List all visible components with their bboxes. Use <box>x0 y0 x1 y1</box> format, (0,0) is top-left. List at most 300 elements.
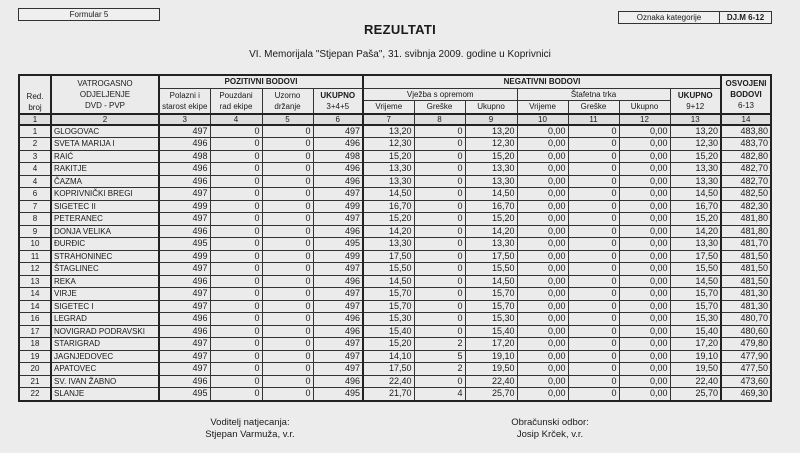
cell-relay-errors: 0 <box>568 350 619 363</box>
cell-unit-name: GLOGOVAC <box>51 125 159 138</box>
header-relay: Štafetna trka <box>517 88 670 101</box>
cell-exercise-total: 15,70 <box>465 300 517 313</box>
cell-conduct: 0 <box>262 200 313 213</box>
cell-conduct: 0 <box>262 300 313 313</box>
cell-exercise-time: 15,70 <box>363 300 414 313</box>
cell-exercise-errors: 0 <box>414 138 465 151</box>
table-row <box>19 200 771 213</box>
table-row <box>19 238 771 251</box>
header-relay-total: Ukupno <box>619 101 670 114</box>
header-rank-line1: Red. <box>26 91 44 101</box>
header-exercise-total: Ukupno <box>465 101 517 114</box>
table-header <box>19 75 771 125</box>
signature-scoring-committee <box>485 417 615 441</box>
cell-relay-time: 0,00 <box>517 175 568 188</box>
header-unit <box>51 75 159 114</box>
column-number: 10 <box>517 114 568 125</box>
cell-positive-total: 497 <box>313 213 363 226</box>
cell-relay-total: 0,00 <box>619 163 670 176</box>
cell-rank: 17 <box>19 325 51 338</box>
cell-unit-name: STARIGRAD <box>51 338 159 351</box>
column-number: 5 <box>262 114 313 125</box>
cell-start-age: 496 <box>159 313 210 326</box>
cell-earned-points: 480,60 <box>721 325 771 338</box>
cell-rank: 21 <box>19 375 51 388</box>
table-row <box>19 175 771 188</box>
cell-negative-total: 17,20 <box>670 338 721 351</box>
cell-positive-total: 497 <box>313 125 363 138</box>
cell-positive-total: 497 <box>313 288 363 301</box>
signature-right-role: Obračunski odbor: <box>511 417 589 428</box>
cell-exercise-time: 15,50 <box>363 263 414 276</box>
results-table <box>18 74 772 402</box>
cell-exercise-total: 15,30 <box>465 313 517 326</box>
page-subtitle: VI. Memorijala "Stjepan Paša", 31. svibnja 2009. godine u Koprivnici <box>249 49 551 60</box>
cell-earned-points: 482,50 <box>721 188 771 201</box>
table-row <box>19 375 771 388</box>
cell-reliable-work: 0 <box>210 125 262 138</box>
cell-earned-points: 481,30 <box>721 288 771 301</box>
cell-positive-total: 496 <box>313 175 363 188</box>
column-number: 14 <box>721 114 771 125</box>
cell-relay-total: 0,00 <box>619 238 670 251</box>
header-positive-total-line2: 3+4+5 <box>326 101 350 111</box>
cell-exercise-time: 15,20 <box>363 213 414 226</box>
cell-reliable-work: 0 <box>210 213 262 226</box>
cell-relay-time: 0,00 <box>517 213 568 226</box>
column-number: 11 <box>568 114 619 125</box>
cell-earned-points: 482,70 <box>721 163 771 176</box>
table-row <box>19 388 771 401</box>
header-negative-points: NEGATIVNI BODOVI <box>363 75 721 88</box>
cell-relay-time: 0,00 <box>517 363 568 376</box>
cell-start-age: 497 <box>159 263 210 276</box>
cell-rank: 8 <box>19 213 51 226</box>
cell-negative-total: 12,30 <box>670 138 721 151</box>
cell-rank: 11 <box>19 250 51 263</box>
cell-rank: 22 <box>19 388 51 401</box>
cell-exercise-errors: 4 <box>414 388 465 401</box>
cell-relay-errors: 0 <box>568 163 619 176</box>
cell-relay-total: 0,00 <box>619 225 670 238</box>
cell-reliable-work: 0 <box>210 150 262 163</box>
cell-reliable-work: 0 <box>210 300 262 313</box>
cell-earned-points: 481,80 <box>721 213 771 226</box>
cell-exercise-total: 13,30 <box>465 238 517 251</box>
cell-reliable-work: 0 <box>210 263 262 276</box>
cell-relay-errors: 0 <box>568 263 619 276</box>
cell-reliable-work: 0 <box>210 363 262 376</box>
signature-left-name: Stjepan Varmuža, v.r. <box>205 429 295 440</box>
cell-relay-errors: 0 <box>568 125 619 138</box>
header-rank <box>19 75 51 114</box>
cell-negative-total: 15,70 <box>670 288 721 301</box>
cell-relay-errors: 0 <box>568 138 619 151</box>
cell-unit-name: SIGETEC I <box>51 300 159 313</box>
cell-start-age: 496 <box>159 375 210 388</box>
column-number: 3 <box>159 114 210 125</box>
cell-exercise-errors: 0 <box>414 300 465 313</box>
cell-rank: 1 <box>19 125 51 138</box>
cell-reliable-work: 0 <box>210 175 262 188</box>
cell-exercise-time: 15,30 <box>363 313 414 326</box>
cell-start-age: 496 <box>159 175 210 188</box>
table-row <box>19 325 771 338</box>
cell-conduct: 0 <box>262 238 313 251</box>
column-number: 2 <box>51 114 159 125</box>
table-row <box>19 275 771 288</box>
cell-unit-name: RAKITJE <box>51 163 159 176</box>
header-earned-line1: OSVOJENI <box>725 78 767 88</box>
cell-rank: 14 <box>19 300 51 313</box>
cell-exercise-total: 14,50 <box>465 188 517 201</box>
cell-relay-errors: 0 <box>568 313 619 326</box>
cell-conduct: 0 <box>262 288 313 301</box>
cell-exercise-errors: 0 <box>414 163 465 176</box>
cell-negative-total: 16,70 <box>670 200 721 213</box>
cell-negative-total: 15,20 <box>670 213 721 226</box>
cell-relay-total: 0,00 <box>619 375 670 388</box>
cell-relay-time: 0,00 <box>517 125 568 138</box>
cell-rank: 4 <box>19 175 51 188</box>
header-unit-line2: ODJELJENJE <box>79 89 131 99</box>
table-row <box>19 313 771 326</box>
header-relay-time: Vrijeme <box>517 101 568 114</box>
cell-relay-errors: 0 <box>568 288 619 301</box>
header-conduct-line2: držanje <box>274 101 301 111</box>
cell-relay-time: 0,00 <box>517 250 568 263</box>
cell-unit-name: ŠTAGLINEC <box>51 263 159 276</box>
cell-earned-points: 481,50 <box>721 250 771 263</box>
header-negative-total <box>670 88 721 114</box>
cell-relay-errors: 0 <box>568 200 619 213</box>
column-number: 8 <box>414 114 465 125</box>
cell-relay-time: 0,00 <box>517 388 568 401</box>
cell-conduct: 0 <box>262 163 313 176</box>
cell-relay-total: 0,00 <box>619 125 670 138</box>
table-row <box>19 125 771 138</box>
cell-rank: 7 <box>19 200 51 213</box>
cell-relay-total: 0,00 <box>619 350 670 363</box>
cell-reliable-work: 0 <box>210 325 262 338</box>
cell-positive-total: 495 <box>313 238 363 251</box>
cell-start-age: 496 <box>159 275 210 288</box>
table-row <box>19 213 771 226</box>
cell-exercise-total: 15,70 <box>465 288 517 301</box>
category-value: DJ.M 6-12 <box>726 13 765 22</box>
cell-exercise-total: 13,20 <box>465 125 517 138</box>
cell-conduct: 0 <box>262 325 313 338</box>
header-relay-errors: Greške <box>568 101 619 114</box>
cell-exercise-total: 19,10 <box>465 350 517 363</box>
cell-relay-errors: 0 <box>568 225 619 238</box>
header-unit-line1: VATROGASNO <box>77 78 133 88</box>
cell-relay-time: 0,00 <box>517 338 568 351</box>
cell-exercise-time: 12,30 <box>363 138 414 151</box>
cell-earned-points: 482,70 <box>721 175 771 188</box>
cell-rank: 19 <box>19 350 51 363</box>
cell-start-age: 498 <box>159 150 210 163</box>
header-exercise-time: Vrijeme <box>363 101 414 114</box>
column-number: 9 <box>465 114 517 125</box>
cell-reliable-work: 0 <box>210 163 262 176</box>
cell-rank: 16 <box>19 313 51 326</box>
cell-relay-total: 0,00 <box>619 188 670 201</box>
cell-exercise-total: 12,30 <box>465 138 517 151</box>
cell-reliable-work: 0 <box>210 375 262 388</box>
cell-unit-name: SVETA MARIJA I <box>51 138 159 151</box>
header-exercise-errors: Greške <box>414 101 465 114</box>
cell-relay-errors: 0 <box>568 388 619 401</box>
cell-start-age: 496 <box>159 138 210 151</box>
cell-relay-errors: 0 <box>568 238 619 251</box>
cell-exercise-errors: 0 <box>414 325 465 338</box>
header-reliable-work <box>210 88 262 114</box>
cell-reliable-work: 0 <box>210 288 262 301</box>
cell-earned-points: 477,90 <box>721 350 771 363</box>
cell-negative-total: 13,30 <box>670 238 721 251</box>
cell-positive-total: 497 <box>313 338 363 351</box>
cell-exercise-errors: 0 <box>414 275 465 288</box>
cell-earned-points: 481,70 <box>721 238 771 251</box>
cell-unit-name: APATOVEC <box>51 363 159 376</box>
header-unit-line3: DVD - PVP <box>84 100 125 110</box>
cell-exercise-errors: 0 <box>414 200 465 213</box>
cell-positive-total: 499 <box>313 200 363 213</box>
cell-start-age: 495 <box>159 388 210 401</box>
cell-relay-time: 0,00 <box>517 263 568 276</box>
cell-exercise-total: 19,50 <box>465 363 517 376</box>
table-row <box>19 288 771 301</box>
cell-exercise-time: 22,40 <box>363 375 414 388</box>
cell-unit-name: SLANJE <box>51 388 159 401</box>
cell-earned-points: 481,30 <box>721 300 771 313</box>
cell-exercise-errors: 0 <box>414 375 465 388</box>
cell-negative-total: 14,20 <box>670 225 721 238</box>
header-conduct <box>262 88 313 114</box>
cell-exercise-errors: 0 <box>414 150 465 163</box>
cell-conduct: 0 <box>262 338 313 351</box>
cell-exercise-total: 25,70 <box>465 388 517 401</box>
cell-relay-errors: 0 <box>568 338 619 351</box>
cell-exercise-time: 13,20 <box>363 125 414 138</box>
cell-negative-total: 15,50 <box>670 263 721 276</box>
header-positive-points: POZITIVNI BODOVI <box>159 75 363 88</box>
cell-exercise-time: 17,50 <box>363 250 414 263</box>
table-row <box>19 188 771 201</box>
cell-exercise-time: 15,70 <box>363 288 414 301</box>
cell-reliable-work: 0 <box>210 338 262 351</box>
cell-reliable-work: 0 <box>210 313 262 326</box>
cell-exercise-total: 16,70 <box>465 200 517 213</box>
cell-conduct: 0 <box>262 388 313 401</box>
header-start-age <box>159 88 210 114</box>
cell-conduct: 0 <box>262 150 313 163</box>
cell-exercise-time: 14,50 <box>363 275 414 288</box>
cell-earned-points: 481,50 <box>721 263 771 276</box>
cell-exercise-time: 14,10 <box>363 350 414 363</box>
cell-unit-name: VIRJE <box>51 288 159 301</box>
cell-conduct: 0 <box>262 263 313 276</box>
cell-start-age: 497 <box>159 363 210 376</box>
cell-exercise-time: 13,30 <box>363 238 414 251</box>
cell-exercise-time: 16,70 <box>363 200 414 213</box>
cell-relay-time: 0,00 <box>517 138 568 151</box>
cell-negative-total: 25,70 <box>670 388 721 401</box>
cell-positive-total: 497 <box>313 350 363 363</box>
cell-earned-points: 480,70 <box>721 313 771 326</box>
cell-exercise-total: 15,20 <box>465 150 517 163</box>
cell-relay-errors: 0 <box>568 363 619 376</box>
cell-start-age: 496 <box>159 163 210 176</box>
table-row <box>19 150 771 163</box>
cell-relay-errors: 0 <box>568 150 619 163</box>
cell-relay-total: 0,00 <box>619 150 670 163</box>
cell-relay-errors: 0 <box>568 188 619 201</box>
cell-exercise-errors: 2 <box>414 363 465 376</box>
cell-start-age: 499 <box>159 250 210 263</box>
table-row <box>19 250 771 263</box>
cell-unit-name: JAGNJEDOVEC <box>51 350 159 363</box>
cell-exercise-total: 13,30 <box>465 163 517 176</box>
header-reliable-line1: Pouzdani <box>219 90 253 100</box>
cell-exercise-total: 14,20 <box>465 225 517 238</box>
cell-relay-total: 0,00 <box>619 250 670 263</box>
cell-reliable-work: 0 <box>210 250 262 263</box>
cell-rank: 18 <box>19 338 51 351</box>
cell-earned-points: 481,50 <box>721 275 771 288</box>
cell-start-age: 497 <box>159 300 210 313</box>
cell-conduct: 0 <box>262 175 313 188</box>
cell-exercise-total: 15,50 <box>465 263 517 276</box>
cell-start-age: 497 <box>159 338 210 351</box>
table-row <box>19 300 771 313</box>
cell-exercise-time: 14,50 <box>363 188 414 201</box>
cell-earned-points: 469,30 <box>721 388 771 401</box>
cell-unit-name: PETERANEC <box>51 213 159 226</box>
cell-unit-name: NOVIGRAD PODRAVSKI <box>51 325 159 338</box>
column-number: 7 <box>363 114 414 125</box>
header-positive-total <box>313 88 363 114</box>
cell-earned-points: 483,70 <box>721 138 771 151</box>
cell-relay-total: 0,00 <box>619 388 670 401</box>
cell-conduct: 0 <box>262 188 313 201</box>
header-reliable-line2: rad ekipe <box>219 101 253 111</box>
cell-relay-total: 0,00 <box>619 363 670 376</box>
cell-positive-total: 496 <box>313 163 363 176</box>
cell-reliable-work: 0 <box>210 225 262 238</box>
cell-relay-time: 0,00 <box>517 288 568 301</box>
cell-start-age: 496 <box>159 225 210 238</box>
cell-positive-total: 496 <box>313 138 363 151</box>
cell-negative-total: 19,10 <box>670 350 721 363</box>
cell-reliable-work: 0 <box>210 188 262 201</box>
column-number-row <box>19 114 771 125</box>
cell-conduct: 0 <box>262 363 313 376</box>
cell-positive-total: 496 <box>313 375 363 388</box>
cell-positive-total: 497 <box>313 300 363 313</box>
cell-exercise-total: 15,40 <box>465 325 517 338</box>
cell-exercise-total: 17,50 <box>465 250 517 263</box>
cell-reliable-work: 0 <box>210 388 262 401</box>
cell-relay-total: 0,00 <box>619 213 670 226</box>
cell-relay-time: 0,00 <box>517 350 568 363</box>
cell-exercise-total: 15,20 <box>465 213 517 226</box>
cell-unit-name: SV. IVAN ŽABNO <box>51 375 159 388</box>
cell-exercise-time: 15,20 <box>363 150 414 163</box>
cell-relay-time: 0,00 <box>517 375 568 388</box>
cell-unit-name: KOPRIVNIČKI BREGI <box>51 188 159 201</box>
cell-exercise-total: 13,30 <box>465 175 517 188</box>
cell-start-age: 495 <box>159 238 210 251</box>
cell-earned-points: 477,50 <box>721 363 771 376</box>
cell-rank: 20 <box>19 363 51 376</box>
cell-exercise-time: 14,20 <box>363 225 414 238</box>
cell-unit-name: SIGETEC II <box>51 200 159 213</box>
cell-start-age: 497 <box>159 213 210 226</box>
cell-negative-total: 14,50 <box>670 275 721 288</box>
cell-relay-time: 0,00 <box>517 150 568 163</box>
cell-relay-time: 0,00 <box>517 238 568 251</box>
cell-negative-total: 13,30 <box>670 163 721 176</box>
cell-negative-total: 13,30 <box>670 175 721 188</box>
header-positive-total-line1: UKUPNO <box>320 90 356 100</box>
cell-rank: 14 <box>19 288 51 301</box>
cell-relay-total: 0,00 <box>619 300 670 313</box>
cell-exercise-errors: 0 <box>414 288 465 301</box>
cell-relay-time: 0,00 <box>517 200 568 213</box>
cell-start-age: 497 <box>159 288 210 301</box>
cell-relay-total: 0,00 <box>619 313 670 326</box>
header-start-age-line1: Polazni i <box>169 90 200 100</box>
cell-conduct: 0 <box>262 250 313 263</box>
table-row <box>19 163 771 176</box>
cell-start-age: 497 <box>159 125 210 138</box>
cell-exercise-errors: 0 <box>414 250 465 263</box>
cell-positive-total: 496 <box>313 325 363 338</box>
cell-exercise-time: 17,50 <box>363 363 414 376</box>
cell-exercise-time: 13,30 <box>363 175 414 188</box>
cell-exercise-time: 15,40 <box>363 325 414 338</box>
cell-exercise-errors: 0 <box>414 313 465 326</box>
cell-exercise-time: 13,30 <box>363 163 414 176</box>
cell-rank: 3 <box>19 150 51 163</box>
cell-positive-total: 499 <box>313 250 363 263</box>
cell-conduct: 0 <box>262 350 313 363</box>
cell-exercise-errors: 0 <box>414 213 465 226</box>
cell-rank: 12 <box>19 263 51 276</box>
cell-exercise-errors: 0 <box>414 225 465 238</box>
table-row <box>19 350 771 363</box>
cell-relay-time: 0,00 <box>517 275 568 288</box>
cell-relay-errors: 0 <box>568 375 619 388</box>
cell-negative-total: 14,50 <box>670 188 721 201</box>
header-rank-line2: broj <box>28 102 42 112</box>
cell-exercise-errors: 5 <box>414 350 465 363</box>
cell-unit-name: RAIĆ <box>51 150 159 163</box>
table-row <box>19 263 771 276</box>
cell-negative-total: 17,50 <box>670 250 721 263</box>
cell-negative-total: 22,40 <box>670 375 721 388</box>
cell-relay-time: 0,00 <box>517 163 568 176</box>
cell-relay-total: 0,00 <box>619 325 670 338</box>
cell-exercise-errors: 0 <box>414 263 465 276</box>
cell-reliable-work: 0 <box>210 238 262 251</box>
cell-reliable-work: 0 <box>210 200 262 213</box>
cell-relay-total: 0,00 <box>619 288 670 301</box>
cell-start-age: 497 <box>159 188 210 201</box>
cell-relay-total: 0,00 <box>619 138 670 151</box>
